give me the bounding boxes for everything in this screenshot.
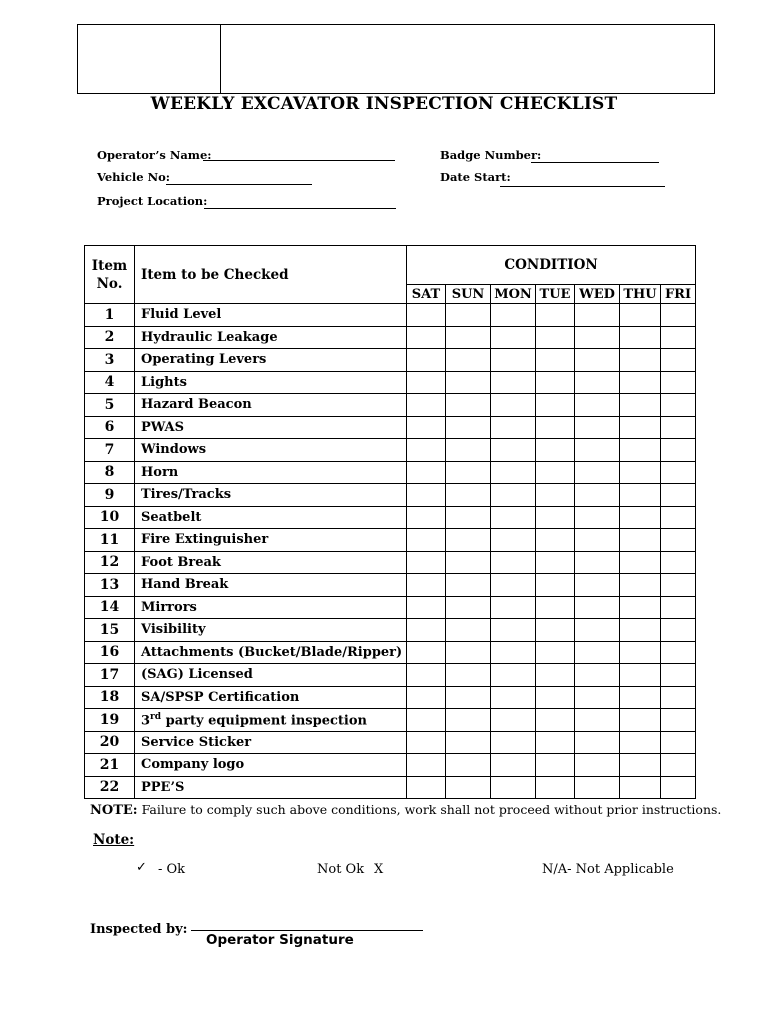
condition-cell-sun[interactable] bbox=[446, 574, 491, 597]
item-label: SA/SPSP Certification bbox=[135, 686, 407, 709]
condition-cell-sun[interactable] bbox=[446, 641, 491, 664]
condition-cell-thu[interactable] bbox=[620, 326, 661, 349]
condition-cell-tue[interactable] bbox=[536, 349, 575, 372]
condition-cell-sat[interactable] bbox=[407, 574, 446, 597]
condition-cell-tue[interactable] bbox=[536, 439, 575, 462]
condition-cell-fri[interactable] bbox=[661, 574, 696, 597]
item-number: 13 bbox=[85, 574, 135, 597]
item-label: Horn bbox=[135, 461, 407, 484]
condition-cell-mon[interactable] bbox=[491, 416, 536, 439]
condition-cell-tue[interactable] bbox=[536, 664, 575, 687]
condition-cell-mon[interactable] bbox=[491, 394, 536, 417]
condition-cell-sat[interactable] bbox=[407, 349, 446, 372]
condition-cell-sat[interactable] bbox=[407, 439, 446, 462]
condition-cell-sun[interactable] bbox=[446, 709, 491, 732]
item-label: Lights bbox=[135, 371, 407, 394]
item-number: 18 bbox=[85, 686, 135, 709]
date-start-label: Date Start: bbox=[440, 170, 511, 184]
condition-cell-sun[interactable] bbox=[446, 686, 491, 709]
condition-cell-tue[interactable] bbox=[536, 596, 575, 619]
table-row bbox=[85, 641, 696, 664]
condition-cell-mon[interactable] bbox=[491, 439, 536, 462]
condition-cell-tue[interactable] bbox=[536, 754, 575, 777]
condition-cell-thu[interactable] bbox=[620, 304, 661, 327]
condition-cell-mon[interactable] bbox=[491, 304, 536, 327]
item-number: 19 bbox=[85, 709, 135, 732]
table-row bbox=[85, 394, 696, 417]
condition-cell-wed[interactable] bbox=[575, 641, 620, 664]
condition-cell-thu[interactable] bbox=[620, 731, 661, 754]
condition-cell-sun[interactable] bbox=[446, 461, 491, 484]
not-ok-legend: Not Ok bbox=[317, 862, 365, 877]
condition-cell-thu[interactable] bbox=[620, 461, 661, 484]
condition-cell-fri[interactable] bbox=[661, 551, 696, 574]
condition-cell-thu[interactable] bbox=[620, 619, 661, 642]
condition-cell-wed[interactable] bbox=[575, 596, 620, 619]
condition-cell-fri[interactable] bbox=[661, 439, 696, 462]
day-header-fri: FRI bbox=[661, 285, 696, 304]
condition-cell-wed[interactable] bbox=[575, 461, 620, 484]
condition-cell-tue[interactable] bbox=[536, 304, 575, 327]
condition-cell-mon[interactable] bbox=[491, 596, 536, 619]
condition-cell-mon[interactable] bbox=[491, 326, 536, 349]
item-label: PWAS bbox=[135, 416, 407, 439]
signature-line[interactable] bbox=[191, 930, 423, 931]
item-label: Attachments (Bucket/Blade/Ripper) bbox=[135, 641, 407, 664]
condition-cell-wed[interactable] bbox=[575, 574, 620, 597]
condition-cell-sat[interactable] bbox=[407, 754, 446, 777]
condition-cell-wed[interactable] bbox=[575, 686, 620, 709]
condition-cell-fri[interactable] bbox=[661, 641, 696, 664]
condition-cell-tue[interactable] bbox=[536, 394, 575, 417]
vehicle-no-line[interactable] bbox=[166, 184, 312, 185]
note-body: Failure to comply such above conditions, work shall not proceed without prior instructions. bbox=[137, 802, 722, 817]
item-label: Tires/Tracks bbox=[135, 484, 407, 507]
condition-cell-tue[interactable] bbox=[536, 484, 575, 507]
condition-cell-tue[interactable] bbox=[536, 574, 575, 597]
condition-cell-tue[interactable] bbox=[536, 461, 575, 484]
condition-cell-thu[interactable] bbox=[620, 776, 661, 799]
condition-cell-mon[interactable] bbox=[491, 686, 536, 709]
condition-cell-sun[interactable] bbox=[446, 529, 491, 552]
condition-cell-tue[interactable] bbox=[536, 619, 575, 642]
table-row bbox=[85, 326, 696, 349]
table-row bbox=[85, 529, 696, 552]
condition-cell-wed[interactable] bbox=[575, 416, 620, 439]
condition-cell-mon[interactable] bbox=[491, 529, 536, 552]
condition-cell-thu[interactable] bbox=[620, 754, 661, 777]
na-legend: N/A- Not Applicable bbox=[542, 862, 674, 877]
condition-cell-sun[interactable] bbox=[446, 776, 491, 799]
condition-cell-sat[interactable] bbox=[407, 776, 446, 799]
condition-cell-tue[interactable] bbox=[536, 506, 575, 529]
item-label: Fluid Level bbox=[135, 304, 407, 327]
item-number: 9 bbox=[85, 484, 135, 507]
item-no-header: Item No. bbox=[85, 246, 135, 304]
day-header-tue: TUE bbox=[536, 285, 575, 304]
condition-cell-thu[interactable] bbox=[620, 484, 661, 507]
condition-cell-wed[interactable] bbox=[575, 551, 620, 574]
condition-cell-tue[interactable] bbox=[536, 371, 575, 394]
item-number: 17 bbox=[85, 664, 135, 687]
signature-label: Operator Signature bbox=[206, 932, 354, 948]
condition-cell-fri[interactable] bbox=[661, 506, 696, 529]
condition-cell-mon[interactable] bbox=[491, 664, 536, 687]
table-row bbox=[85, 439, 696, 462]
page-title: WEEKLY EXCAVATOR INSPECTION CHECKLIST bbox=[150, 94, 618, 114]
condition-cell-wed[interactable] bbox=[575, 619, 620, 642]
day-header-sun: SUN bbox=[446, 285, 491, 304]
condition-cell-sat[interactable] bbox=[407, 641, 446, 664]
header-logo-box bbox=[77, 24, 715, 94]
table-row bbox=[85, 776, 696, 799]
condition-cell-sun[interactable] bbox=[446, 326, 491, 349]
condition-cell-sun[interactable] bbox=[446, 754, 491, 777]
table-row bbox=[85, 709, 696, 732]
legend-heading: Note: bbox=[93, 832, 135, 848]
condition-cell-mon[interactable] bbox=[491, 574, 536, 597]
condition-cell-wed[interactable] bbox=[575, 349, 620, 372]
item-label: Hydraulic Leakage bbox=[135, 326, 407, 349]
condition-cell-wed[interactable] bbox=[575, 326, 620, 349]
item-number: 16 bbox=[85, 641, 135, 664]
project-location-label: Project Location: bbox=[97, 194, 208, 208]
item-number: 20 bbox=[85, 731, 135, 754]
condition-cell-thu[interactable] bbox=[620, 506, 661, 529]
condition-cell-sat[interactable] bbox=[407, 619, 446, 642]
condition-cell-sun[interactable] bbox=[446, 349, 491, 372]
condition-cell-wed[interactable] bbox=[575, 731, 620, 754]
condition-cell-thu[interactable] bbox=[620, 416, 661, 439]
condition-cell-sat[interactable] bbox=[407, 326, 446, 349]
condition-cell-mon[interactable] bbox=[491, 709, 536, 732]
condition-cell-fri[interactable] bbox=[661, 304, 696, 327]
table-row bbox=[85, 371, 696, 394]
item-label: Company logo bbox=[135, 754, 407, 777]
condition-cell-fri[interactable] bbox=[661, 686, 696, 709]
day-header-sat: SAT bbox=[407, 285, 446, 304]
condition-cell-fri[interactable] bbox=[661, 371, 696, 394]
condition-cell-thu[interactable] bbox=[620, 371, 661, 394]
table-row bbox=[85, 664, 696, 687]
condition-cell-thu[interactable] bbox=[620, 664, 661, 687]
day-header-thu: THU bbox=[620, 285, 661, 304]
condition-cell-wed[interactable] bbox=[575, 371, 620, 394]
condition-cell-mon[interactable] bbox=[491, 776, 536, 799]
table-row bbox=[85, 461, 696, 484]
condition-cell-mon[interactable] bbox=[491, 619, 536, 642]
condition-cell-mon[interactable] bbox=[491, 461, 536, 484]
condition-cell-mon[interactable] bbox=[491, 551, 536, 574]
condition-cell-mon[interactable] bbox=[491, 371, 536, 394]
inspection-table bbox=[84, 245, 696, 799]
condition-cell-tue[interactable] bbox=[536, 551, 575, 574]
item-label: Mirrors bbox=[135, 596, 407, 619]
condition-cell-mon[interactable] bbox=[491, 484, 536, 507]
condition-cell-fri[interactable] bbox=[661, 349, 696, 372]
table-row bbox=[85, 731, 696, 754]
condition-cell-thu[interactable] bbox=[620, 349, 661, 372]
condition-cell-fri[interactable] bbox=[661, 619, 696, 642]
note-label: NOTE: bbox=[90, 803, 138, 818]
condition-cell-sun[interactable] bbox=[446, 731, 491, 754]
item-number: 7 bbox=[85, 439, 135, 462]
item-label: Hazard Beacon bbox=[135, 394, 407, 417]
condition-cell-tue[interactable] bbox=[536, 641, 575, 664]
item-label: Hand Break bbox=[135, 574, 407, 597]
condition-cell-thu[interactable] bbox=[620, 574, 661, 597]
item-label: Seatbelt bbox=[135, 506, 407, 529]
condition-cell-sat[interactable] bbox=[407, 551, 446, 574]
table-row bbox=[85, 551, 696, 574]
condition-cell-wed[interactable] bbox=[575, 529, 620, 552]
ok-check-icon: ✓ bbox=[136, 860, 147, 875]
condition-cell-sun[interactable] bbox=[446, 551, 491, 574]
condition-cell-tue[interactable] bbox=[536, 529, 575, 552]
badge-number-line[interactable] bbox=[531, 162, 659, 163]
ok-legend: - Ok bbox=[158, 862, 186, 877]
item-label: Visibility bbox=[135, 619, 407, 642]
item-number: 3 bbox=[85, 349, 135, 372]
condition-cell-sat[interactable] bbox=[407, 394, 446, 417]
condition-cell-tue[interactable] bbox=[536, 686, 575, 709]
condition-cell-wed[interactable] bbox=[575, 506, 620, 529]
condition-cell-sun[interactable] bbox=[446, 664, 491, 687]
condition-cell-sat[interactable] bbox=[407, 731, 446, 754]
table-row bbox=[85, 349, 696, 372]
condition-cell-wed[interactable] bbox=[575, 484, 620, 507]
table-row bbox=[85, 416, 696, 439]
item-number: 14 bbox=[85, 596, 135, 619]
item-number: 11 bbox=[85, 529, 135, 552]
condition-cell-sun[interactable] bbox=[446, 394, 491, 417]
item-label: Windows bbox=[135, 439, 407, 462]
condition-cell-mon[interactable] bbox=[491, 641, 536, 664]
condition-cell-thu[interactable] bbox=[620, 551, 661, 574]
date-start-line[interactable] bbox=[500, 186, 665, 187]
item-number: 15 bbox=[85, 619, 135, 642]
table-row bbox=[85, 619, 696, 642]
condition-cell-fri[interactable] bbox=[661, 529, 696, 552]
item-number: 4 bbox=[85, 371, 135, 394]
condition-cell-mon[interactable] bbox=[491, 506, 536, 529]
condition-cell-fri[interactable] bbox=[661, 461, 696, 484]
condition-cell-sun[interactable] bbox=[446, 484, 491, 507]
item-label: Service Sticker bbox=[135, 731, 407, 754]
condition-cell-tue[interactable] bbox=[536, 326, 575, 349]
condition-cell-thu[interactable] bbox=[620, 709, 661, 732]
item-number: 21 bbox=[85, 754, 135, 777]
condition-cell-fri[interactable] bbox=[661, 731, 696, 754]
condition-cell-sat[interactable] bbox=[407, 304, 446, 327]
condition-cell-tue[interactable] bbox=[536, 709, 575, 732]
condition-cell-thu[interactable] bbox=[620, 641, 661, 664]
condition-cell-sat[interactable] bbox=[407, 709, 446, 732]
condition-cell-sun[interactable] bbox=[446, 506, 491, 529]
item-number: 2 bbox=[85, 326, 135, 349]
item-label: 3rd party equipment inspection bbox=[135, 709, 407, 732]
condition-cell-sat[interactable] bbox=[407, 416, 446, 439]
condition-cell-tue[interactable] bbox=[536, 776, 575, 799]
item-number: 12 bbox=[85, 551, 135, 574]
item-header: Item to be Checked bbox=[135, 246, 407, 304]
item-label: Foot Break bbox=[135, 551, 407, 574]
condition-cell-fri[interactable] bbox=[661, 709, 696, 732]
condition-cell-sat[interactable] bbox=[407, 686, 446, 709]
table-row bbox=[85, 484, 696, 507]
header-divider bbox=[220, 25, 221, 93]
condition-cell-fri[interactable] bbox=[661, 484, 696, 507]
condition-cell-wed[interactable] bbox=[575, 394, 620, 417]
project-location-line[interactable] bbox=[204, 208, 396, 209]
operator-name-line[interactable] bbox=[203, 160, 395, 161]
inspected-by-label: Inspected by: bbox=[90, 922, 188, 937]
condition-cell-sun[interactable] bbox=[446, 371, 491, 394]
day-header-wed: WED bbox=[575, 285, 620, 304]
condition-cell-wed[interactable] bbox=[575, 439, 620, 462]
condition-header: CONDITION bbox=[407, 246, 696, 285]
condition-cell-thu[interactable] bbox=[620, 394, 661, 417]
item-label: Operating Levers bbox=[135, 349, 407, 372]
condition-cell-fri[interactable] bbox=[661, 596, 696, 619]
condition-cell-mon[interactable] bbox=[491, 349, 536, 372]
item-label: Fire Extinguisher bbox=[135, 529, 407, 552]
item-number: 22 bbox=[85, 776, 135, 799]
condition-cell-thu[interactable] bbox=[620, 596, 661, 619]
item-number: 5 bbox=[85, 394, 135, 417]
condition-cell-thu[interactable] bbox=[620, 439, 661, 462]
item-number: 1 bbox=[85, 304, 135, 327]
condition-cell-fri[interactable] bbox=[661, 394, 696, 417]
condition-cell-mon[interactable] bbox=[491, 754, 536, 777]
condition-cell-sat[interactable] bbox=[407, 596, 446, 619]
condition-cell-sun[interactable] bbox=[446, 416, 491, 439]
condition-cell-tue[interactable] bbox=[536, 416, 575, 439]
item-number: 10 bbox=[85, 506, 135, 529]
condition-cell-sat[interactable] bbox=[407, 371, 446, 394]
vehicle-no-label: Vehicle No: bbox=[97, 170, 171, 184]
table-row bbox=[85, 754, 696, 777]
table-row bbox=[85, 506, 696, 529]
condition-cell-fri[interactable] bbox=[661, 776, 696, 799]
item-number: 6 bbox=[85, 416, 135, 439]
condition-cell-wed[interactable] bbox=[575, 664, 620, 687]
condition-cell-sun[interactable] bbox=[446, 596, 491, 619]
condition-cell-thu[interactable] bbox=[620, 686, 661, 709]
condition-cell-tue[interactable] bbox=[536, 731, 575, 754]
condition-cell-wed[interactable] bbox=[575, 709, 620, 732]
item-label: (SAG) Licensed bbox=[135, 664, 407, 687]
condition-cell-sat[interactable] bbox=[407, 484, 446, 507]
condition-cell-sun[interactable] bbox=[446, 304, 491, 327]
condition-cell-wed[interactable] bbox=[575, 304, 620, 327]
note-text bbox=[90, 802, 721, 818]
not-ok-x-icon: X bbox=[374, 862, 384, 877]
condition-cell-thu[interactable] bbox=[620, 529, 661, 552]
table-row bbox=[85, 304, 696, 327]
item-number: 8 bbox=[85, 461, 135, 484]
condition-cell-fri[interactable] bbox=[661, 416, 696, 439]
condition-cell-fri[interactable] bbox=[661, 664, 696, 687]
condition-cell-fri[interactable] bbox=[661, 326, 696, 349]
condition-cell-sat[interactable] bbox=[407, 664, 446, 687]
day-header-mon: MON bbox=[491, 285, 536, 304]
condition-cell-mon[interactable] bbox=[491, 731, 536, 754]
condition-cell-sat[interactable] bbox=[407, 506, 446, 529]
condition-cell-sun[interactable] bbox=[446, 619, 491, 642]
condition-cell-sat[interactable] bbox=[407, 529, 446, 552]
condition-cell-wed[interactable] bbox=[575, 754, 620, 777]
table-row bbox=[85, 686, 696, 709]
badge-number-label: Badge Number: bbox=[440, 148, 542, 162]
table-row bbox=[85, 574, 696, 597]
condition-cell-sun[interactable] bbox=[446, 439, 491, 462]
operator-name-label: Operator’s Name: bbox=[97, 148, 212, 162]
item-label: PPE’S bbox=[135, 776, 407, 799]
condition-cell-fri[interactable] bbox=[661, 754, 696, 777]
condition-cell-sat[interactable] bbox=[407, 461, 446, 484]
table-row bbox=[85, 596, 696, 619]
condition-cell-wed[interactable] bbox=[575, 776, 620, 799]
